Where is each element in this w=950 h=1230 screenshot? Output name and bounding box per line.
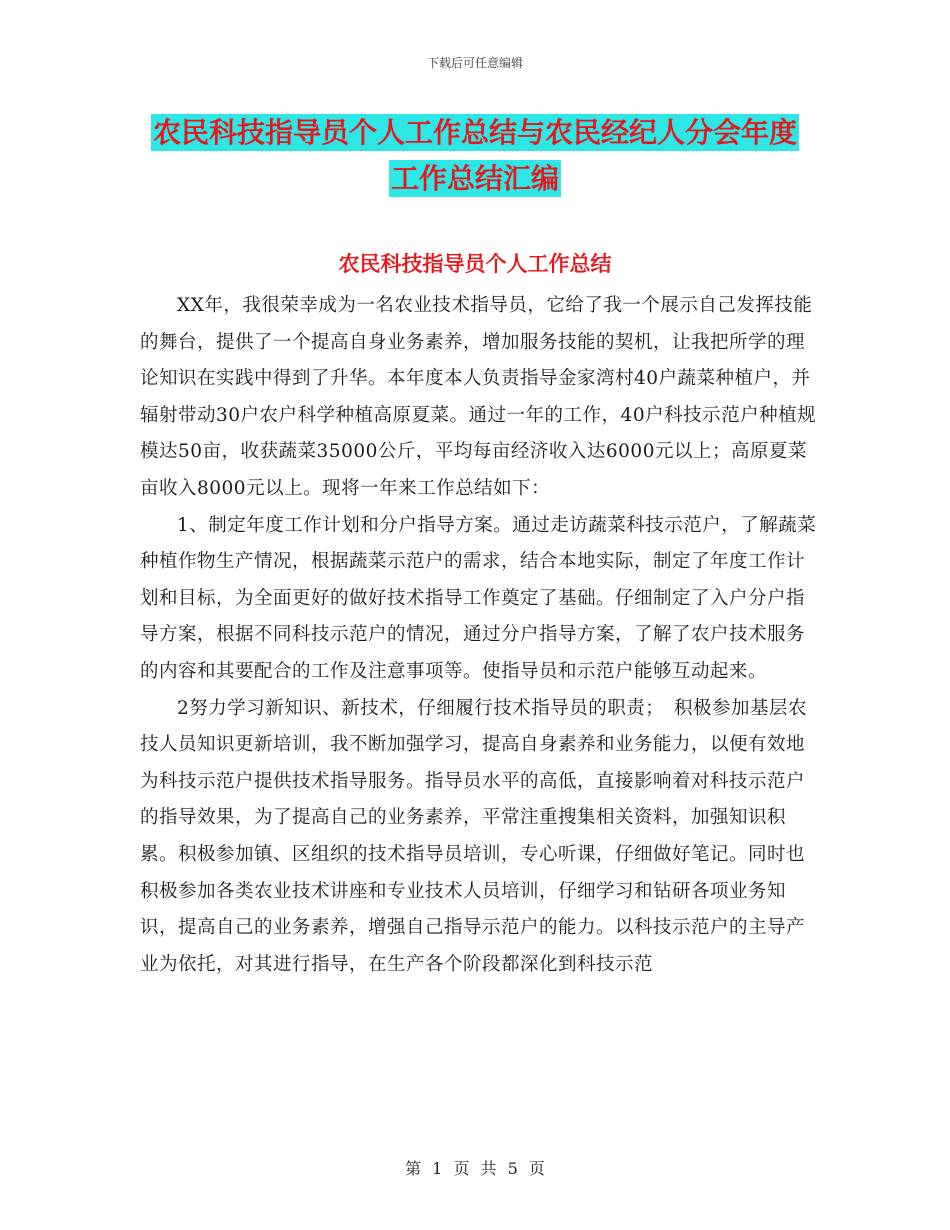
title-line-1: 农民科技指导员个人工作总结与农民经纪人分会年度 bbox=[152, 116, 797, 149]
section-title: 农民科技指导员个人工作总结 bbox=[338, 252, 612, 276]
document-body bbox=[140, 288, 820, 983]
header-note: 下载后可任意编辑 bbox=[426, 56, 523, 70]
title-line-2: 工作总结汇编 bbox=[390, 162, 559, 195]
paragraph-2: 2努力学习新知识、新技术，仔细履行技术指导员的职责； 积极参加基层农技人员知识更新培训，我不断加强学习，提高自身素养和业务能力，以便有效地为科技示范户提供技术指导服务。指导员水平的高低，直接影响着对科技示范户的指导效果，为了提高自己的业务素养，平常注重搜集相关资料，加强知识积累。积极参加镇、区组织的技术指导员培训，专心听课，仔细做好笔记。同时也积极参加各类农业技术讲座和专业技术人员培训，仔细学习和钻研各项业务知识，提高自己的业务素养，增强自己指导示范户的能力。以科技示范户的主导产业为依托，对其进行指导，在生产各个阶段都深化到科技示范 bbox=[140, 697, 808, 975]
document-title bbox=[0, 110, 950, 202]
page-footer: 第 1 页 共 5 页 bbox=[405, 1159, 545, 1178]
paragraph-1: 1、制定年度工作计划和分户指导方案。通过走访蔬菜科技示范户，了解蔬菜种植作物生产情况，根据蔬菜示范户的需求，结合本地实际，制定了年度工作计划和目标，为全面更好的做好技术指导工作奠定了基础。仔细制定了入户分户指导方案，根据不同科技示范户的情况，通过分户指导方案，了解了农户技术服务的内容和其要配合的工作及注意事项等。使指导员和示范户能够互动起来。 bbox=[140, 514, 817, 682]
paragraph-intro: XX年，我很荣幸成为一名农业技术指导员，它给了我一个展示自己发挥技能的舞台，提供了一个提高自身业务素养，增加服务技能的契机，让我把所学的理论知识在实践中得到了升华。本年度本人负责指导金家湾村40户蔬菜种植户，并辐射带动30户农户科学种植高原夏菜。通过一年的工作，40户科技示范户种植规模达50亩，收获蔬菜35000公斤，平均每亩经济收入达6000元以上；高原夏菜亩收入8000元以上。现将一年来工作总结如下： bbox=[140, 295, 817, 499]
